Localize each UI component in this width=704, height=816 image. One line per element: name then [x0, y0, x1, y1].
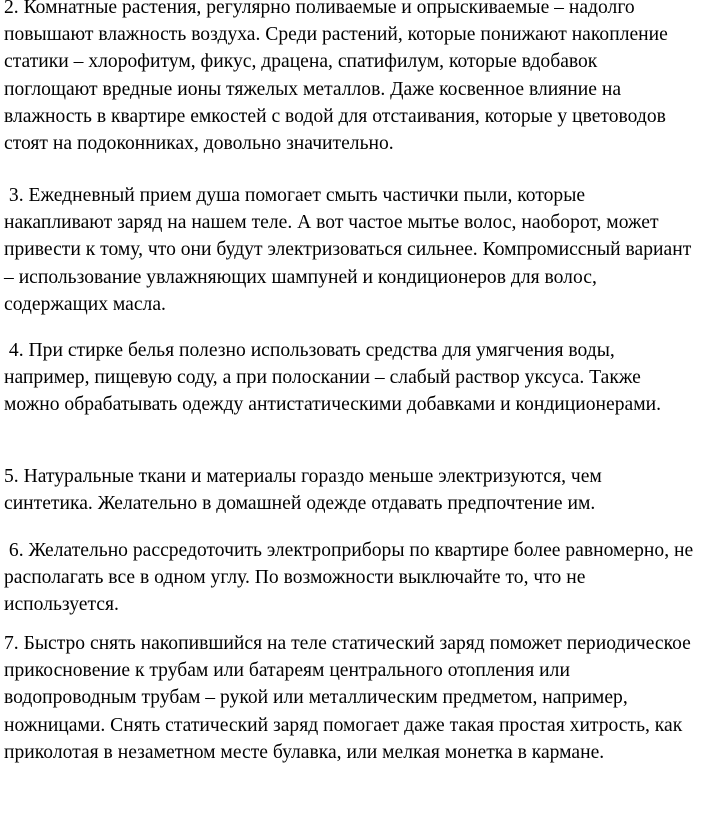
paragraph-item-2: 2. Комнатные растения, регулярно поливаемые и опрыскиваемые – надолго повышают влажность воздуха. Среди растений, которые понижают накопление статики – хлорофитум, фикус, драцена, спатифилум, которые вдобавок поглощают вредные ионы тяжелых металлов. Даже косвенное влияние на влажность в квартире емкостей с водой для отстаивания, которые у цветоводов стоят на подоконниках, довольно значительно.: [4, 0, 673, 155]
paragraph-item-6: 6. Желательно рассредоточить электроприборы по квартире более равномерно, не располагать все в одном углу. По возможности выключайте то, что не используется.: [4, 540, 699, 616]
paragraph-item-7: 7. Быстро снять накопившийся на теле статический заряд поможет периодическое прикосновение к трубам или батареям центрального отопления или водопроводным трубам – рукой или металлическим предметом, например, ножницами. Снять статический заряд помогает даже такая простая хитрость, как приколотая в незаметном месте булавка, или мелкая монетка в кармане.: [4, 633, 696, 763]
paragraph-item-4: 4. При стирке белья полезно использовать средства для умягчения воды, например, пищевую соду, а при полоскании – слабый раствор уксуса. Также можно обрабатывать одежду антистатическими добавками и кондиционерами.: [4, 340, 662, 416]
paragraph-item-3: 3. Ежедневный прием душа помогает смыть частички пыли, которые накапливают заряд на нашем теле. А вот частое мытье волос, наоборот, может привести к тому, что они будут электризоваться сильнее. Компромиссный вариант – использование увлажняющих шампуней и кондиционеров для волос, содержащих масла.: [4, 185, 697, 315]
paragraph-item-5: 5. Натуральные ткани и материалы гораздо меньше электризуются, чем синтетика. Желательно в домашней одежде отдавать предпочтение им.: [4, 466, 607, 515]
